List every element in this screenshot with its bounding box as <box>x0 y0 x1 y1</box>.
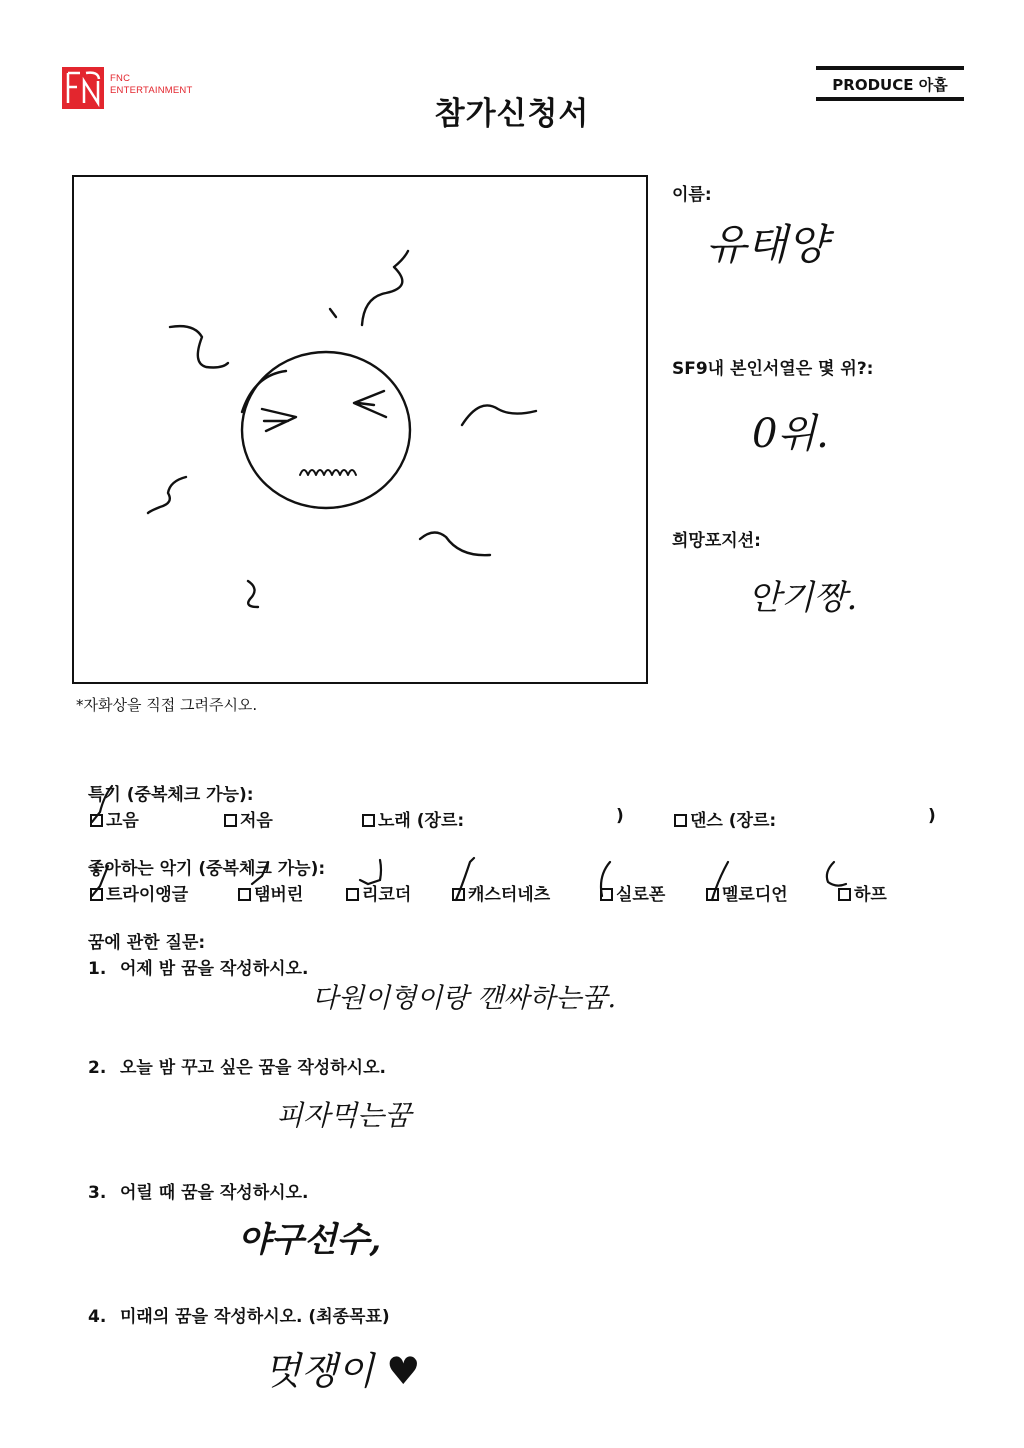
talent-dance-close: ) <box>928 806 936 826</box>
check-mark-xylophone <box>601 862 610 896</box>
talent-high-label: 고음 <box>106 811 139 831</box>
question-3-number: 3. <box>88 1183 107 1203</box>
logo-line-2: ENTERTAINMENT <box>110 85 193 96</box>
logo-line-1: FNC <box>110 73 131 84</box>
question-2 <box>88 1053 386 1078</box>
instrument-harp-label: 하프 <box>854 885 887 905</box>
dreams-heading: 꿈에 관한 질문: <box>88 933 206 953</box>
name-label: 이름: <box>672 185 712 205</box>
answer-1: 다원이형이랑 깬싸하는꿈. <box>312 983 617 1014</box>
instrument-xylophone-label: 실로폰 <box>616 885 666 905</box>
answer-2: 피자먹는꿈 <box>276 1099 412 1132</box>
question-4-text: 미래의 꿈을 작성하시오. (최종목표) <box>120 1307 390 1327</box>
question-2-number: 2. <box>88 1058 107 1078</box>
talents-heading: 특기 (중복체크 가능): <box>88 785 254 805</box>
check-mark-high <box>92 786 112 822</box>
check-mark-tambourine <box>252 862 268 884</box>
talent-low-label: 저음 <box>240 811 273 831</box>
badge-text: PRODUCE 아홉 <box>832 76 948 94</box>
question-1-number: 1. <box>88 959 107 979</box>
question-1-text: 어제 밤 꿈을 작성하시오. <box>120 959 309 979</box>
check-mark-melodica <box>712 862 728 900</box>
question-3-text: 어릴 때 꿈을 작성하시오. <box>120 1183 309 1203</box>
question-3 <box>88 1178 308 1203</box>
position-label: 희망포지션: <box>672 531 761 551</box>
question-2-text: 오늘 밤 꾸고 싶은 꿈을 작성하시오. <box>120 1058 386 1078</box>
talent-singing-close: ) <box>616 806 624 826</box>
rank-value: 0위. <box>752 411 829 457</box>
check-mark-harp <box>827 862 846 886</box>
talent-singing-label: 노래 (장르: <box>378 811 465 831</box>
instrument-tambourine-label: 탬버린 <box>254 885 304 905</box>
question-1 <box>88 954 308 979</box>
position-value: 안기짱. <box>748 578 858 618</box>
instrument-triangle-label: 트라이앵글 <box>106 885 189 905</box>
question-4-number: 4. <box>88 1307 107 1327</box>
instrument-recorder-label: 리코더 <box>362 885 412 905</box>
page-title: 참가신청서 <box>434 96 590 132</box>
name-value: 유태양 <box>706 220 828 269</box>
talent-dance-label: 댄스 (장르: <box>690 811 777 831</box>
check-mark-recorder <box>360 860 381 884</box>
check-mark-triangle <box>92 866 108 896</box>
question-4 <box>88 1302 390 1327</box>
instrument-melodica-label: 멜로디언 <box>722 885 788 905</box>
rank-label: SF9내 본인서열은 몇 위?: <box>672 359 874 379</box>
drawing-instruction: *자화상을 직접 그려주시오. <box>76 696 258 714</box>
instrument-castanets-label: 캐스터네츠 <box>468 885 551 905</box>
answer-3: 야구선수, <box>238 1220 382 1260</box>
check-mark-castanets <box>456 858 474 900</box>
instruments-heading: 좋아하는 악기 (중복체크 가능): <box>88 859 326 879</box>
answer-4: 멋쟁이 ♥ <box>264 1349 421 1393</box>
